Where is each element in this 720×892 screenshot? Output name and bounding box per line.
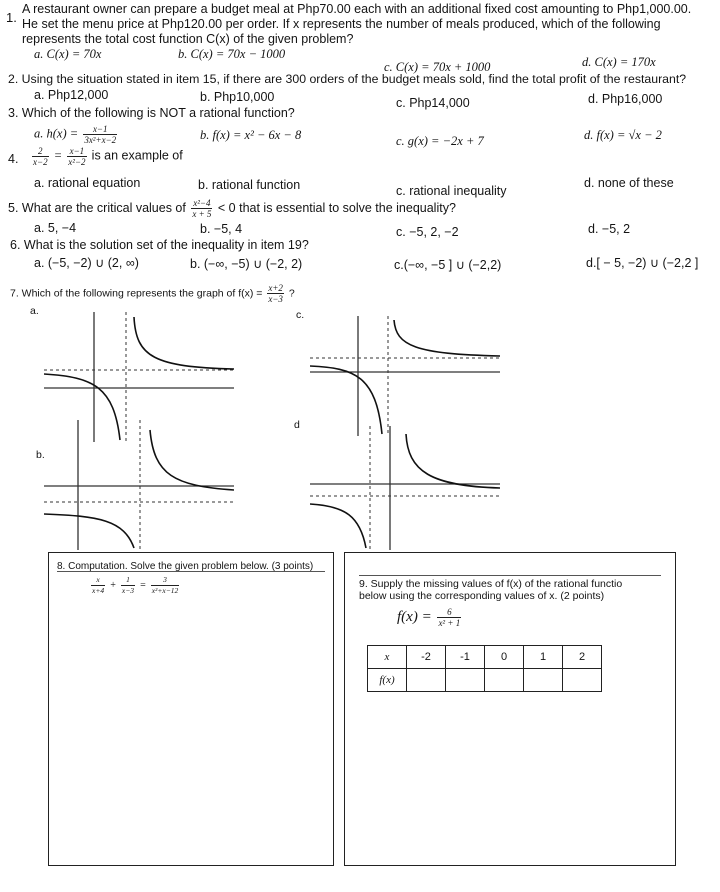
q3-option-d: d. f(x) = √x − 2 <box>584 128 662 142</box>
graph-c-left-branch <box>310 366 382 434</box>
q6-text: 6. What is the solution set of the inequality in item 19? <box>10 238 309 252</box>
q3-text: 3. Which of the following is NOT a rational function? <box>8 106 295 120</box>
q5-option-d: d. −5, 2 <box>588 222 631 236</box>
q7-graph-a-label: a. <box>30 305 39 317</box>
table-row <box>368 669 602 692</box>
q1-number: 1. <box>6 10 17 25</box>
q9-line2: below using the corresponding values of x. (2 points) <box>359 590 605 602</box>
graph-b-left-branch <box>44 514 134 548</box>
q9-values-table <box>367 645 602 692</box>
table-header-1: 1 <box>524 646 563 669</box>
q5-prefix: 5. What are the critical values of <box>8 200 186 215</box>
q7-graph-b <box>44 420 234 550</box>
q8-t1-numerator: x <box>91 575 105 586</box>
q4-f2-denominator: x²−2 <box>68 157 86 167</box>
q9-f-lhs: f(x) = <box>397 608 432 625</box>
q1-option-d: d. C(x) = 170x <box>582 55 656 69</box>
q5-denominator: x + 5 <box>192 209 212 219</box>
q8-divider <box>57 571 325 572</box>
q4-equation <box>30 146 183 167</box>
q9-line1: 9. Supply the missing values of f(x) of the rational functio <box>359 578 623 590</box>
q3-option-c: c. g(x) = −2x + 7 <box>396 134 484 148</box>
answer-cell[interactable] <box>563 669 602 692</box>
computation-box <box>48 552 334 866</box>
q4-f1-denominator: x−2 <box>33 157 48 167</box>
q1-text-line1: A restaurant owner can prepare a budget meal at Php70.00 each with an additional fixed cost amounting to Php1,000.00. <box>22 2 692 16</box>
graph-a-right-branch <box>134 317 234 369</box>
table-box <box>344 552 676 866</box>
q1-option-c: c. C(x) = 70x + 1000 <box>384 60 491 74</box>
table-header-2: 2 <box>563 646 602 669</box>
q3-a-denominator: 3x²+x−2 <box>84 135 117 145</box>
q8-title: 8. Computation. Solve the given problem below. (3 points) <box>57 561 314 572</box>
q1-text-line3: represents the total cost function C(x) of the given problem? <box>22 32 354 46</box>
q7-graph-d <box>310 426 500 550</box>
q4-f2-numerator: x−1 <box>67 146 86 157</box>
q4-option-b: b. rational function <box>198 178 301 192</box>
q6-option-d: d.[ − 5, −2) ∪ (−2,2 ] <box>586 256 699 270</box>
table-header-x: x <box>368 646 407 669</box>
q7-graph-c <box>310 316 500 436</box>
graph-c-right-branch <box>394 320 500 356</box>
q8-plus: + <box>109 579 117 591</box>
q8-t2-denominator: x−3 <box>121 586 135 595</box>
graph-d-left-branch <box>310 504 366 548</box>
answer-cell[interactable] <box>524 669 563 692</box>
q3-option-a <box>34 124 119 145</box>
table-header-neg2: -2 <box>407 646 446 669</box>
q3-option-a-label: a. h(x) = <box>34 126 79 141</box>
graph-b-right-branch <box>150 430 234 490</box>
q7-suffix: ? <box>288 287 295 300</box>
q5-option-c: c. −5, 2, −2 <box>396 225 459 239</box>
table-row <box>368 646 602 669</box>
q8-equals: = <box>139 579 147 591</box>
q5-numerator: x²−4 <box>193 198 211 208</box>
q4-option-d: d. none of these <box>584 176 674 190</box>
q8-t3-denominator: x²+x−12 <box>151 586 179 595</box>
table-row-label-fx: f(x) <box>368 669 407 692</box>
q2-text: 2. Using the situation stated in item 15, if there are 300 orders of the budget meals sold, find the total profit of the restaurant? <box>8 72 687 86</box>
q5-suffix: < 0 that is essential to solve the inequality? <box>217 200 456 215</box>
q9-function <box>397 607 463 628</box>
q7-graph-d-label: d <box>294 419 300 431</box>
answer-cell[interactable] <box>407 669 446 692</box>
q8-equation <box>89 575 181 596</box>
q5-option-a: a. 5, −4 <box>34 221 77 235</box>
q2-option-d: d. Php16,000 <box>588 92 663 106</box>
q1-option-a: a. C(x) = 70x <box>34 47 102 61</box>
table-header-neg1: -1 <box>446 646 485 669</box>
q7-denominator: x−3 <box>268 294 283 304</box>
answer-cell[interactable] <box>485 669 524 692</box>
q7-numerator: x+2 <box>268 283 283 293</box>
q4-option-a: a. rational equation <box>34 176 141 190</box>
q6-option-b: b. (−∞, −5) ∪ (−2, 2) <box>190 257 303 271</box>
answer-cell[interactable] <box>446 669 485 692</box>
q6-option-a: a. (−5, −2) ∪ (2, ∞) <box>34 256 139 270</box>
q5-option-b: b. −5, 4 <box>200 222 243 236</box>
q9-divider <box>359 575 661 576</box>
q7-text <box>10 283 295 304</box>
q7-graph-c-label: c. <box>296 309 305 321</box>
q4-f1-numerator: 2 <box>32 146 49 157</box>
q3-option-b: b. f(x) = x² − 6x − 8 <box>200 128 302 142</box>
q8-t1-denominator: x+4 <box>92 586 105 595</box>
q6-option-c: c.(−∞, −5 ] ∪ (−2,2) <box>394 258 502 272</box>
q8-t3-numerator: 3 <box>151 575 180 586</box>
q3-a-numerator: x−1 <box>83 124 117 135</box>
table-header-0: 0 <box>485 646 524 669</box>
q4-option-c: c. rational inequality <box>396 184 507 198</box>
q5-text <box>8 198 456 219</box>
q9-numerator: 6 <box>437 607 461 618</box>
q7-prefix: 7. Which of the following represents the graph of f(x) = <box>10 287 263 300</box>
q1-text-line2: He set the menu price at Php120.00 per order. If x represents the number of meals produced, which of the following <box>22 17 661 31</box>
graph-d-right-branch <box>406 434 500 488</box>
q2-option-c: c. Php14,000 <box>396 96 470 110</box>
q9-denominator: x² + 1 <box>438 618 461 628</box>
q7-graph-b-label: b. <box>36 449 45 461</box>
q4-tail: is an example of <box>91 148 183 163</box>
q1-option-b: b. C(x) = 70x − 1000 <box>178 47 286 61</box>
q8-t2-numerator: 1 <box>121 575 135 586</box>
q2-option-b: b. Php10,000 <box>200 90 275 104</box>
q4-equals: = <box>53 148 63 163</box>
q4-number: 4. <box>8 152 19 166</box>
q2-option-a: a. Php12,000 <box>34 88 109 102</box>
